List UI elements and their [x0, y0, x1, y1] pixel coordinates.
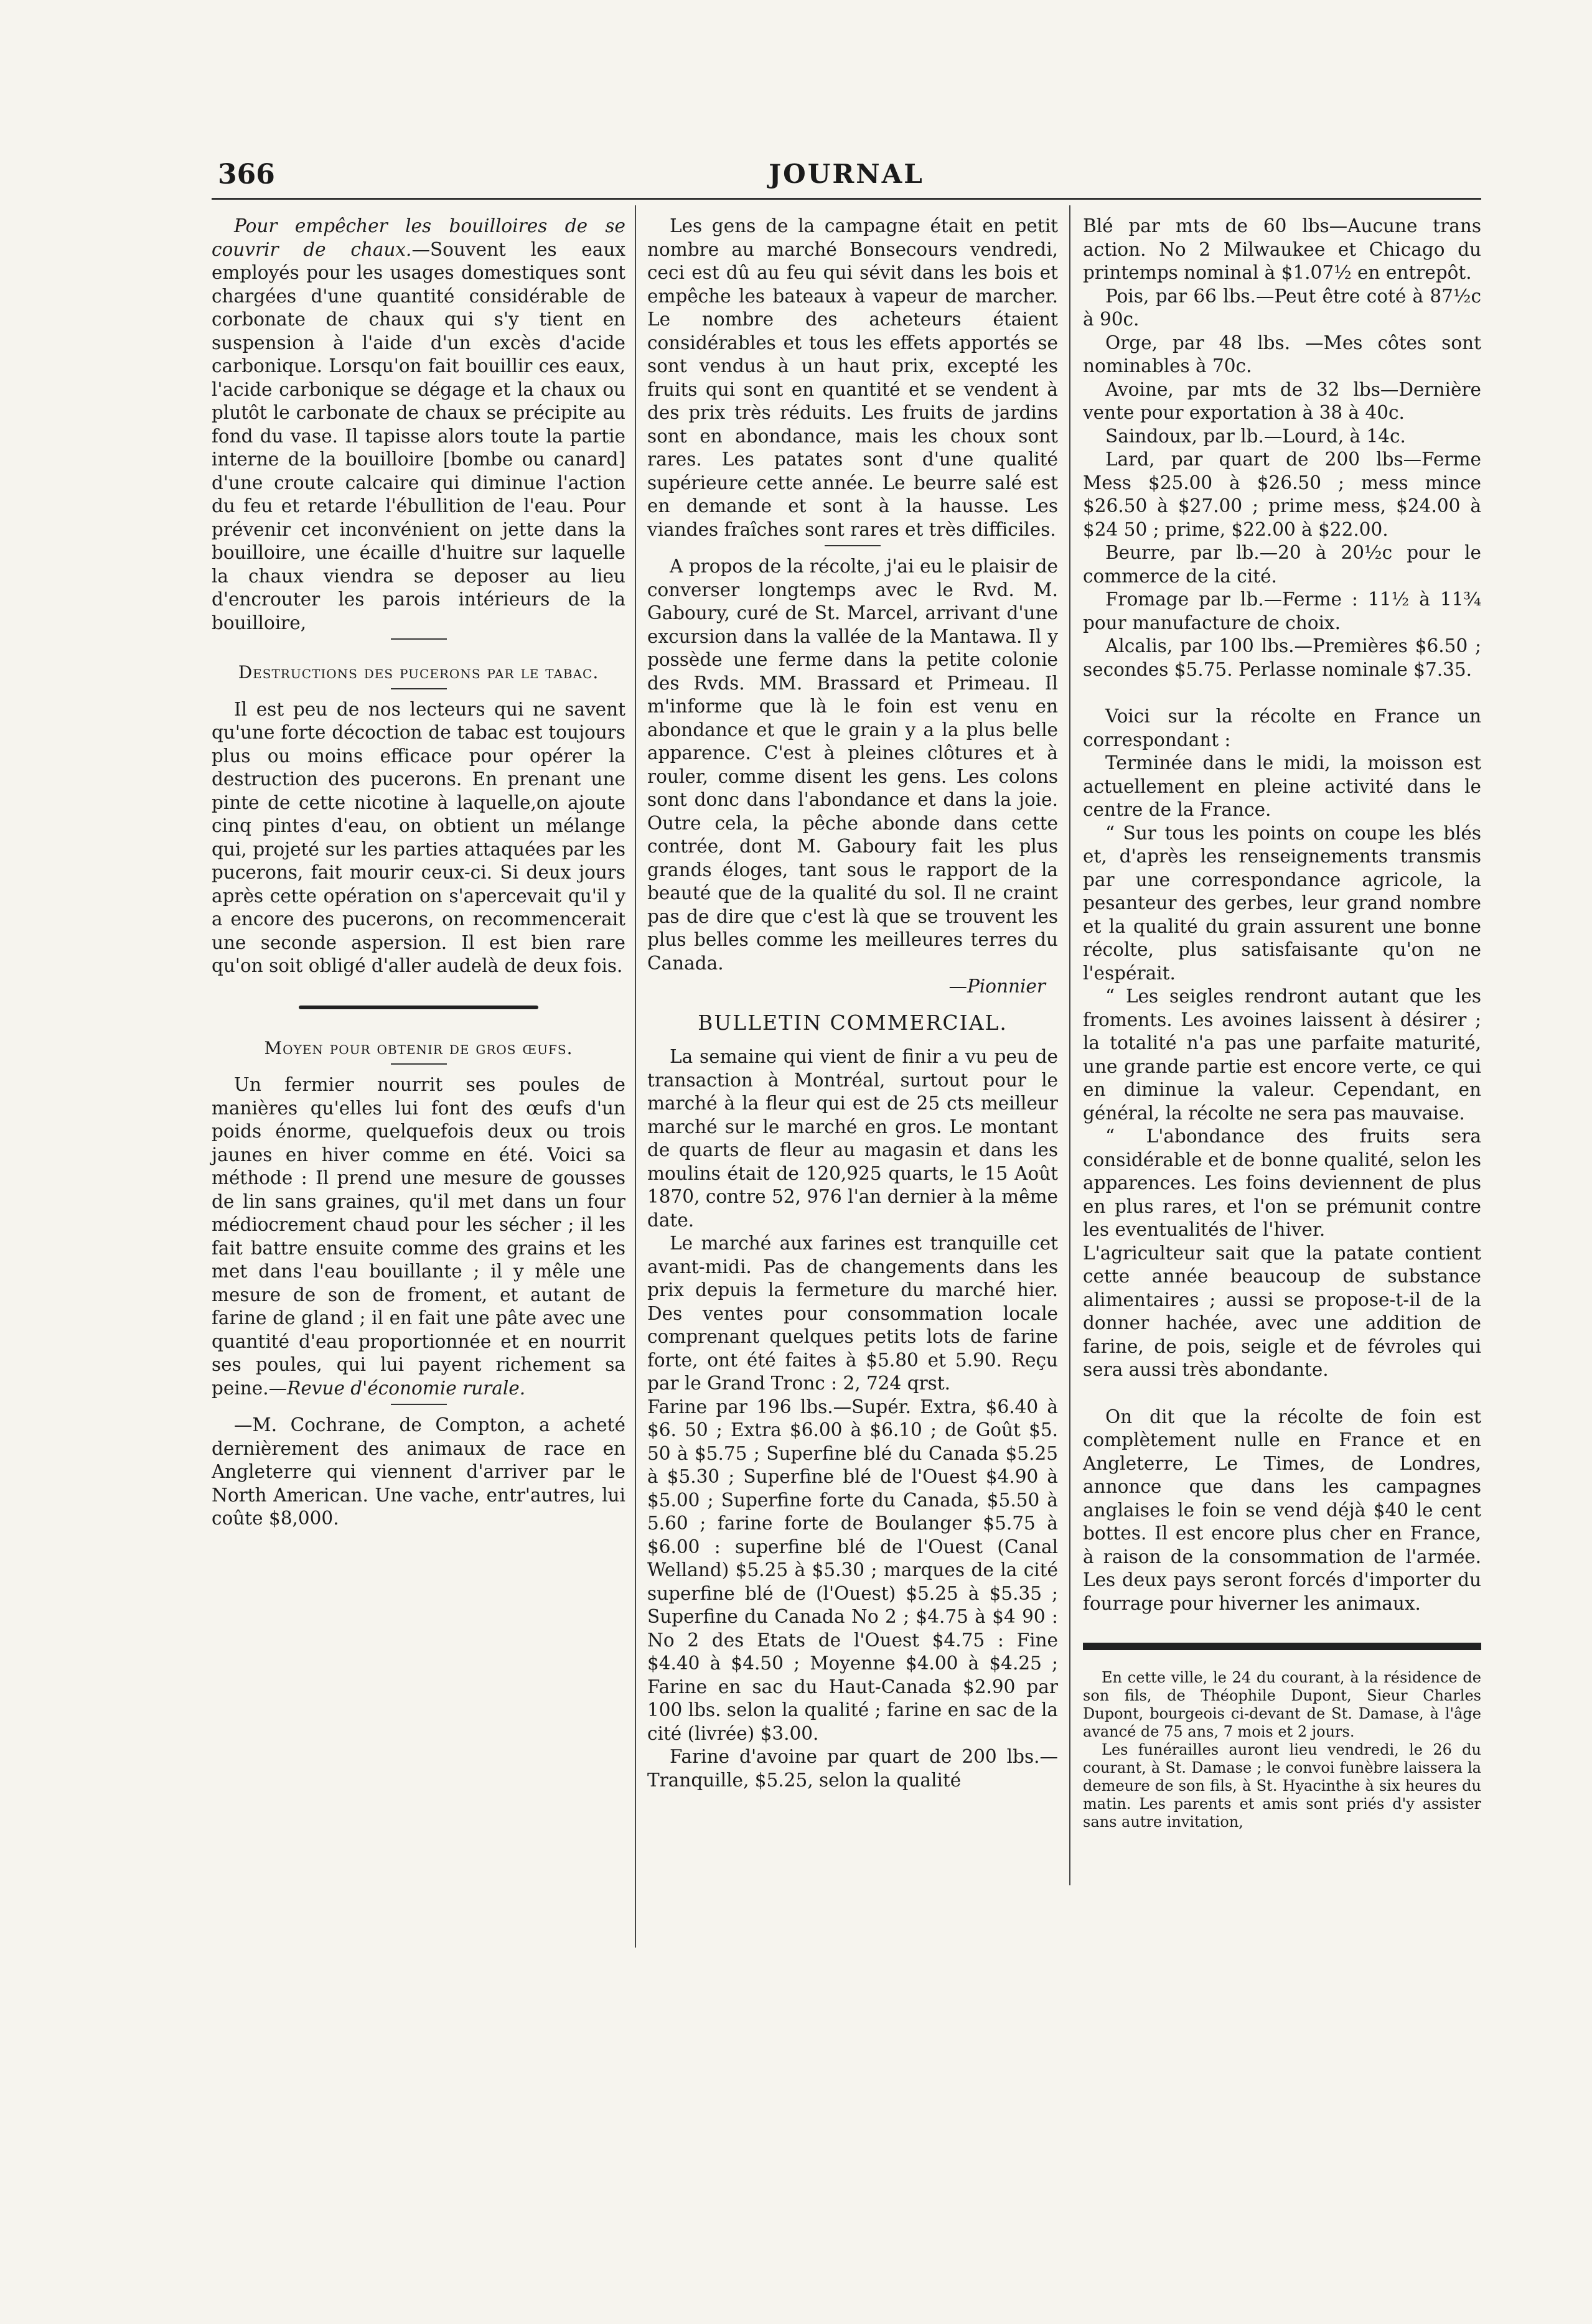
header-rule — [212, 198, 1481, 200]
article-recolte: A propos de la récolte, j'ai eu le plaisir de converser longtemps avec le Rvd. M. Gaboury, curé de St. Marcel, arrivant d'une excursion dans la vallée de la Mantawa. Il y possède une ferme dans la petite colonie des Rvds. MM. Brassard et Primeau. Il m'informe que là le foin est venu en abondance et que le grain y a la plus belle apparence. C'est à pleines clôtures et à rouler, comme disent les gens. Les colons sont donc dans l'abondance et dans la joie. Outre cela, la pêche abonde dans cette contrée, dont M. Gaboury fait les plus grands éloges, tant sous le rapport de la beauté que de la qualité du sol. Il ne craint pas de dire que c'est là que se trouvent les plus belles comme les meilleures terres du Canada. — [647, 556, 1058, 974]
section-heading: Moyen pour obtenir de gros œufs. — [264, 1037, 573, 1058]
article-cochrane: —M. Cochrane, de Compton, a acheté dernièrement des animaux de race en Angleterre qui viennent d'arriver par le North American. Une vache, entr'autres, lui coûte $8,000. — [212, 1414, 625, 1529]
market-item: Fromage par lb.—Ferme : 11½ à 11¾ pour manufacture de choix. — [1083, 589, 1481, 633]
article-text: Un fermier nourrit ses poules de manières qu'elles lui font des œufs d'un poids énorme, quelquefois deux ou trois jaunes en hiver comme en été. Voici sa méthode : Il prend une mesure de gousses de lin sans graines, qu'il met dans un four médiocrement chaud pour les sécher ; il les fait battre ensuite comme des grains et les met dans l'eau bouillante ; il y mêle une mesure de son de froment, et autant de farine de gland ; il en fait une pâte avec une quantité d'eau proportionnée et en nourrit ses poules, qui lui payent richement sa peine. — [212, 1074, 625, 1399]
article-signature: —Pionnier — [948, 976, 1046, 997]
france-paragraph: “ L'abondance des fruits sera considérable et de bonne qualité, selon les apparences. Les foins deviennent de plus en plus rares, et l'on se prémunit contre les eventualités de l'hiver. — [1083, 1126, 1481, 1240]
article-source: —Revue d'économie rurale. — [268, 1377, 526, 1399]
page-title: JOURNAL — [769, 159, 924, 189]
section-heading: Destructions des pucerons par le tabac. — [238, 662, 599, 683]
france-paragraph: “ Les seigles rendront autant que les froments. Les avoines laissent à désirer ; la totalité n'a pas une parfaite maturité, une grande partie est encore verte, ce qui en diminue la valeur. Cependant, en général, la récolte ne sera pas mauvaise. — [1083, 986, 1481, 1124]
market-item: Avoine, par mts de 32 lbs—Dernière vente pour exportation à 38 à 40c. — [1083, 378, 1481, 423]
france-paragraph: L'agriculteur sait que la patate contient cette année beaucoup de substance alimentaires ; aussi se propose-t-il de la donner hachée, avec une addition de farine, de pois, seigle et de févroles qui sera aussi très abondante. — [1083, 1242, 1481, 1380]
bulletin-paragraph: La semaine qui vient de finir a vu peu de transaction à Montréal, surtout pour le marché à la fleur qui est de 25 cts meilleur marché sur le marché en gros. Le montant de quarts de fleur au magasin et dans les moulins était de 120,925 quarts, le 15 Août 1870, contre 52, 976 l'an dernier à la même date. — [647, 1046, 1058, 1231]
article-oeufs — [212, 1073, 625, 1400]
page-header — [212, 159, 1481, 196]
separator — [391, 638, 447, 640]
market-item: Beurre, par lb.—20 à 20½c pour le commerce de la cité. — [1083, 542, 1481, 587]
bulletin-avoine: Farine d'avoine par quart de 200 lbs.—Tranquille, $5.25, selon la qualité — [647, 1746, 1058, 1791]
article-lead: Pour empêcher les bouilloires de se couvrir de chaux. — [212, 215, 625, 260]
article-pucerons: Il est peu de nos lecteurs qui ne savent qu'une forte décoction de tabac est toujours plus ou moins efficace pour opérer la destruction des pucerons. En prenant une pinte de cette nicotine à laquelle,on ajoute cinq pintes d'eau, on obtient un mélange qui, projeté sur les parties attaquées par les pucerons, fait mourir ceux-ci. Si deux jours après cette opération on s'apercevait qu'il y a encore des pucerons, on recommencerait une seconde aspersion. Il est bien rare qu'on soit obligé d'aller audelà de deux fois. — [212, 698, 625, 976]
column-divider — [1069, 205, 1070, 1885]
france-paragraph: Terminée dans le midi, la moisson est actuellement en pleine activité dans le centre de la France. — [1083, 752, 1481, 820]
separator — [391, 1404, 447, 1405]
article-chaux — [212, 215, 625, 635]
market-item: Pois, par 66 lbs.—Peut être coté à 87½c à 90c. — [1083, 285, 1481, 330]
separator — [391, 1063, 447, 1065]
market-item: Lard, par quart de 200 lbs—Ferme Mess $25.00 à $26.50 ; mess mince $26.50 à $27.00 ; prime mess, $24.00 à $24 50 ; prime, $22.00 à $22.00. — [1083, 449, 1481, 540]
bulletin-paragraph: Le marché aux farines est tranquille cet avant-midi. Pas de changements dans les prix depuis la fermeture du marché hier. Des ventes pour consommation locale comprenant quelques petits lots de farine forte, ont été faites à $5.80 et 5.90. Reçu par le Grand Tronc : 2, 724 qrst. — [647, 1233, 1058, 1394]
separator — [391, 688, 447, 689]
separator — [825, 545, 881, 546]
funeral-notice-text: Les funérailles auront lieu vendredi, le 26 du courant, à St. Damase ; le convoi funèbre laissera la demeure de son fils, à St. Hyacinthe à six heures du matin. Les parents et amis sont priés d'y assister sans autre invitation, — [1083, 1741, 1481, 1831]
article-text: —Souvent les eaux employés pour les usages domestiques sont chargées d'une quantité considérable de corbonate de chaux qui s'y tient en suspension à l'aide d'un excès d'acide carbonique. Lorsqu'on fait bouillir ces eaux, l'acide carbonique se dégage et la chaux ou plutôt le carbonate de chaux se précipite au fond du vase. Il tapisse alors toute la partie interne de la bouilloire [bombe ou canard] d'une croute calcaire qui diminue l'action du feu et retarde l'ébullition de l'eau. Pour prévenir cet inconvénient on jette dans la bouilloire, une écaille d'huitre sur laquelle la chaux viendra se deposer au lieu d'encrouter les parois intérieurs de la bouilloire, — [212, 238, 625, 633]
bulletin-farine: Farine par 196 lbs.—Supér. Extra, $6.40 à $6. 50 ; Extra $6.00 à $6.10 ; de Goût $5. 50 à $5.75 ; Superfine blé du Canada $5.25 à $5.30 ; Superfine blé de l'Ouest $4.90 à $5.00 ; Superfine forte du Canada, $5.50 à 5.60 ; farine forte de Boulanger $5.75 à $6.00 : superfine blé de l'Ouest (Canal Welland) $5.25 à $5.30 ; marques de la cité superfine blé de (l'Ouest) $5.25 à $5.35 ; Superfine du Canada No 2 ; $4.75 à $4 90 : No 2 des Etats de l'Ouest $4.75 : Fine $4.40 à $4.50 ; Moyenne $4.00 à $4.25 ; Farine en sac du Haut-Canada $2.90 par 100 lbs. selon la qualité ; farine en sac de la cité (livrée) $3.00. — [647, 1396, 1058, 1744]
article-marche: Les gens de la campagne était en petit nombre au marché Bonsecours vendredi, ceci est dû au feu qui sévit dans les bois et empêche les bateaux à vapeur de marcher. Le nombre des acheteurs étaient considérables et tous les effets apportés se sont vendus à un haut prix, excepté les fruits qui sont en quantité et se vendent à des prix très réduits. Les fruits de jardins sont en abondance, mais les choux sont rares. Les patates sont d'une qualité supérieure cette année. Le beurre salé est en demande et sont à la hausse. Les viandes fraîches sont rares et très difficiles. — [647, 215, 1058, 540]
column-left — [212, 215, 625, 1531]
page-number: 366 — [218, 159, 275, 190]
france-paragraph: “ Sur tous les points on coupe les blés et, d'après les renseignements transmis par une correspondance agricole, la pesanteur des gerbes, leur grand nombre et la qualité du grain assurent une bonne récolte, plus satisfaisante qu'on ne l'espérait. — [1083, 822, 1481, 984]
market-item: Orge, par 48 lbs. —Mes côtes sont nominables à 70c. — [1083, 332, 1481, 376]
market-item: Alcalis, par 100 lbs.—Premières $6.50 ; secondes $5.75. Perlasse nominale $7.35. — [1083, 635, 1481, 680]
section-title: BULLETIN COMMERCIAL. — [698, 1010, 1008, 1035]
ornament-divider — [299, 1006, 539, 1009]
death-notice-text: En cette ville, le 24 du courant, à la résidence de son fils, de Théophile Dupont, Sieur Charles Dupont, bourgeois ci-devant de St. Damase, à l'âge avancé de 75 ans, 7 mois et 2 jours. — [1083, 1669, 1481, 1740]
article-foin: On dit que la récolte de foin est complètement nulle en France et en Angleterre, Le Times, de Londres, annonce que dans les campagnes anglaises le foin se vend déjà $40 le cent bottes. Il est encore plus cher en France, à raison de la consommation de l'armée. Les deux pays seront forcés d'importer du fourrage pour hiverner les animaux. — [1083, 1406, 1481, 1614]
column-right — [1083, 215, 1481, 1831]
death-notice — [1083, 1669, 1481, 1831]
column-middle — [647, 215, 1058, 1792]
market-item: Blé par mts de 60 lbs—Aucune trans action. No 2 Milwaukee et Chicago du printemps nominal à $1.07½ en entrepôt. — [1083, 215, 1481, 283]
ornament-bar — [1083, 1643, 1481, 1650]
france-intro: Voici sur la récolte en France un correspondant : — [1083, 706, 1481, 750]
column-divider — [635, 205, 636, 1948]
market-item: Saindoux, par lb.—Lourd, à 14c. — [1105, 425, 1406, 447]
